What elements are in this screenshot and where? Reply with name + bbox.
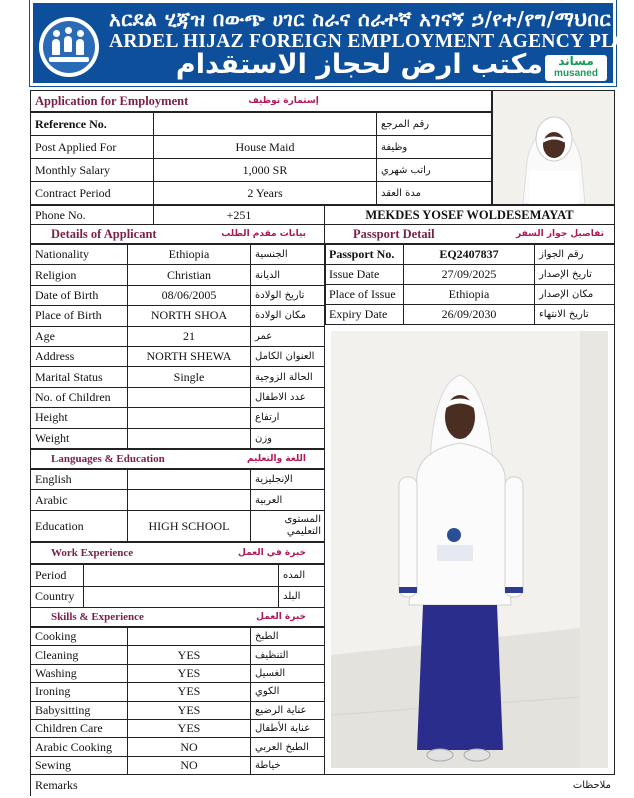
details-row-value: Christian [127, 264, 251, 285]
expiry-date-value: 26/09/2030 [403, 304, 535, 325]
contract-label: Contract Period [30, 181, 154, 205]
applicant-full-body-photo [324, 324, 615, 775]
language-row-label: Arabic [30, 489, 128, 510]
skill-row-label-ar: خياطة [250, 756, 326, 775]
passport-no-label: Passport No. [324, 244, 404, 265]
skill-row-label: Babysitting [30, 701, 128, 720]
expiry-date-label: Expiry Date [324, 304, 404, 325]
agency-header-banner [30, 0, 629, 86]
work-row-value [83, 564, 279, 587]
details-row-label: Age [30, 326, 128, 347]
post-label-ar: وظيفة [376, 135, 492, 159]
skill-row-label-ar: عناية الرضيع [250, 701, 326, 720]
work-row-label: Country [30, 586, 84, 609]
language-row-label-ar: العربية [250, 489, 326, 510]
details-row-label-ar: العنوان الكامل [250, 346, 326, 367]
details-section-title: Details of Applicant بيانات مقدم الطلب [30, 224, 325, 244]
details-row-label-ar: ارتفاع [250, 407, 326, 428]
contract-label-ar: مدة العقد [376, 181, 492, 205]
skill-row-label-ar: الكوي [250, 682, 326, 701]
skill-row-label: Cleaning [30, 645, 128, 664]
skills-section-title: Skills & Experience خبرة العمل [30, 607, 325, 627]
skill-row-value: YES [127, 719, 251, 738]
skill-row-value: YES [127, 664, 251, 683]
salary-label: Monthly Salary [30, 158, 154, 182]
reference-label-ar: رقم المرجع [376, 112, 492, 136]
skill-row-value [127, 627, 251, 646]
phone-label: Phone No. [30, 205, 154, 225]
details-row-label: No. of Children [30, 387, 128, 408]
remarks-label-ar: ملاحظات [572, 780, 611, 791]
details-row-value: Single [127, 366, 251, 387]
salary-label-ar: راتب شهري [376, 158, 492, 182]
details-row-value: NORTH SHEWA [127, 346, 251, 367]
skill-row-value: NO [127, 756, 251, 775]
details-row-value: NORTH SHOA [127, 305, 251, 326]
skill-row-label: Arabic Cooking [30, 737, 128, 756]
passport-section-title: Passport Detail تفاصيل جواز السفر [324, 224, 615, 244]
skill-row-value: NO [127, 737, 251, 756]
work-experience-title: Work Experience خبرة في العمل [30, 542, 325, 564]
reference-value [153, 112, 377, 136]
work-row-label-ar: البلد [278, 586, 325, 609]
place-of-issue-label: Place of Issue [324, 284, 404, 305]
issue-date-label: Issue Date [324, 264, 404, 285]
details-row-label: Address [30, 346, 128, 367]
post-value: House Maid [153, 135, 377, 159]
skill-row-label: Ironing [30, 682, 128, 701]
skill-row-label-ar: عناية الأطفال [250, 719, 326, 738]
languages-section-title: Languages & Education اللغة والتعليم [30, 449, 325, 469]
musaned-logo: مساند musaned [545, 55, 607, 81]
details-row-label-ar: عدد الاطفال [250, 387, 326, 408]
details-row-label-ar: تاريخ الولادة [250, 285, 326, 306]
education-value: HIGH SCHOOL [127, 510, 251, 542]
skill-row-value: YES [127, 682, 251, 701]
language-row-value [127, 489, 251, 510]
skill-row-value: YES [127, 645, 251, 664]
details-row-value: 08/06/2005 [127, 285, 251, 306]
details-row-label: Marital Status [30, 366, 128, 387]
details-row-label: Nationality [30, 244, 128, 265]
agency-name-amharic: አርደል ሂጃዝ በውጭ ሀገር ስራና ሰራተኛ አገናኝ ኃ/የተ/የግ/ማህበር [109, 7, 612, 31]
details-row-label-ar: مكان الولادة [250, 305, 326, 326]
applicant-full-name: MEKDES YOSEF WOLDESEMAYAT [324, 205, 615, 225]
place-of-issue-value: Ethiopia [403, 284, 535, 305]
passport-no-label-ar: رقم الجواز [534, 244, 615, 265]
work-row-label-ar: المده [278, 564, 325, 587]
details-row-value [127, 428, 251, 449]
skill-row-label: Children Care [30, 719, 128, 738]
expiry-date-label-ar: تاريخ الانتهاء [534, 304, 615, 325]
details-row-label-ar: عمر [250, 326, 326, 347]
reference-label: Reference No. [30, 112, 154, 136]
details-row-label-ar: وزن [250, 428, 326, 449]
details-row-label: Date of Birth [30, 285, 128, 306]
work-row-label: Period [30, 564, 84, 587]
remarks-label: Remarks [35, 778, 78, 792]
language-row-label: English [30, 469, 128, 490]
details-row-value: 21 [127, 326, 251, 347]
details-row-label-ar: الجنسية [250, 244, 326, 265]
language-row-value [127, 469, 251, 490]
skill-row-label: Cooking [30, 627, 128, 646]
skill-row-label-ar: الطبخ العربي [250, 737, 326, 756]
details-row-value [127, 387, 251, 408]
education-label: Education [30, 510, 128, 542]
details-row-label: Religion [30, 264, 128, 285]
work-row-value [83, 586, 279, 609]
passport-no-value: EQ2407837 [403, 244, 535, 265]
skill-row-label-ar: الطبخ [250, 627, 326, 646]
agency-logo [39, 17, 99, 77]
details-row-label: Weight [30, 428, 128, 449]
education-label-ar: المستوى التعليمي [250, 510, 326, 542]
post-label: Post Applied For [30, 135, 154, 159]
applicant-portrait-photo [492, 90, 615, 205]
details-row-value [127, 407, 251, 428]
issue-date-label-ar: تاريخ الإصدار [534, 264, 615, 285]
details-row-label: Height [30, 407, 128, 428]
details-row-value: Ethiopia [127, 244, 251, 265]
language-row-label-ar: الإنجليزية [250, 469, 326, 490]
remarks-row [30, 774, 615, 796]
place-of-issue-label-ar: مكان الإصدار [534, 284, 615, 305]
details-row-label-ar: الحالة الزوجية [250, 366, 326, 387]
agency-name-english: ARDEL HIJAZ FOREIGN EMPLOYMENT AGENCY PLC [109, 31, 629, 52]
agency-name-arabic: مكتب ارض لحجاز الاستقدام [175, 49, 543, 80]
details-row-label-ar: الديانة [250, 264, 326, 285]
issue-date-value: 27/09/2025 [403, 264, 535, 285]
skill-row-label-ar: التنظيف [250, 645, 326, 664]
skill-row-label: Sewing [30, 756, 128, 775]
phone-value: +251 [153, 205, 325, 225]
application-title: Application for Employment إستمارة توظيف [30, 90, 492, 112]
skill-row-value: YES [127, 701, 251, 720]
salary-value: 1,000 SR [153, 158, 377, 182]
details-row-label: Place of Birth [30, 305, 128, 326]
contract-value: 2 Years [153, 181, 377, 205]
skill-row-label-ar: الغسيل [250, 664, 326, 683]
skill-row-label: Washing [30, 664, 128, 683]
